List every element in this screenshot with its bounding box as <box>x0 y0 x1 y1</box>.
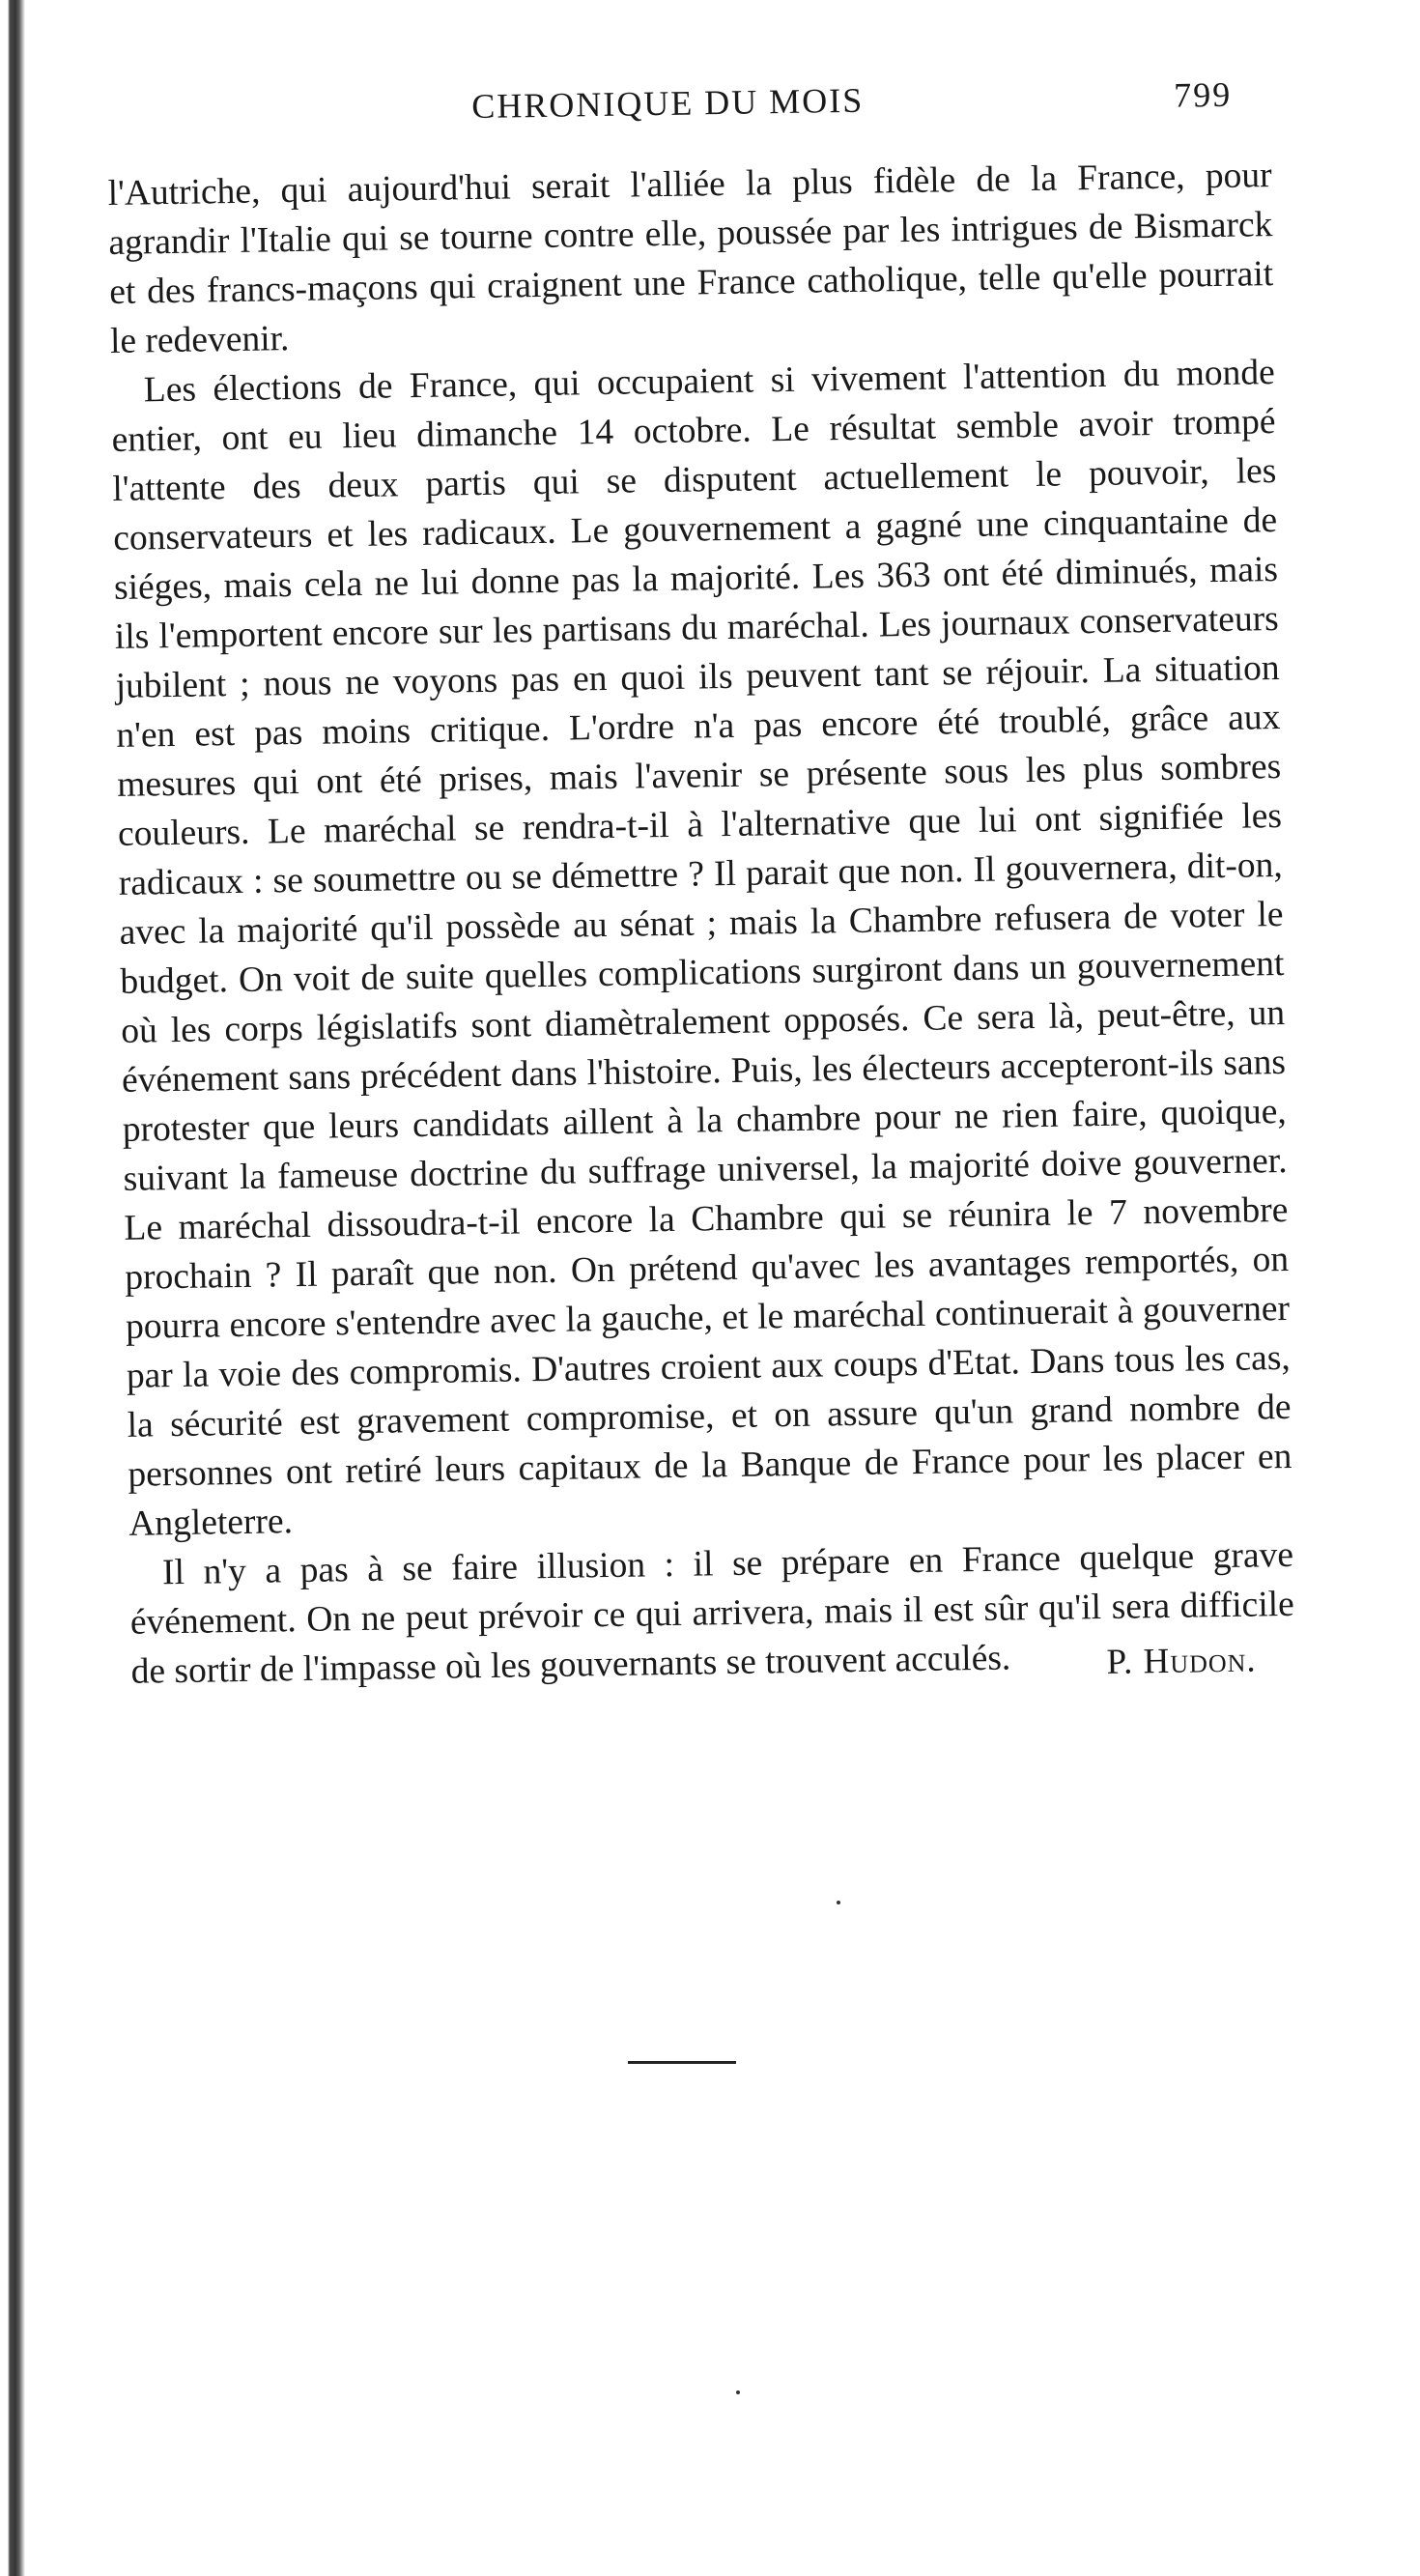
page <box>106 73 1295 1697</box>
running-head <box>106 73 1271 140</box>
print-speck <box>736 2390 740 2394</box>
print-speck <box>837 1901 840 1904</box>
paragraph-2: Les élections de France, qui occupaient si vivement l'attention du monde entier, ont eu lieu dimanche 14 octobre. Le résultat semble avoir trompé l'attente des deux partis qui se disputent actuellement le pouvoir, les conservateurs et les radicaux. Le gouvernement a gagné une cinquantaine de siéges, mais cela ne lui donne pas la majorité. Les 363 ont été diminués, mais ils l'emportent encore sur les partisans du maréchal. Les journaux conservateurs jubilent ; nous ne voyons pas en quoi ils peuvent tant se réjouir. La situation n'en est pas moins critique. L'ordre n'a pas encore été troublé, grâce aux mesures qui ont été prises, mais l'avenir se présente sous les plus sombres couleurs. Le maréchal se rendra-t-il à l'alternative que lui ont signifiée les radicaux : se soumettre ou se démettre ? Il parait que non. Il gouvernera, dit-on, avec la majorité qu'il possède au sénat ; mais la Chambre refusera de voter le budget. On voit de suite quelles complications surgiront dans un gouvernement où les corps législatifs sont diamètralement opposés. Ce sera là, peut-être, un événement sans précédent dans l'histoire. Puis, les électeurs accepteront-ils sans protester que leurs candidats aillent à la chambre pour ne rien faire, quoique, suivant la fameuse doctrine du suffrage universel, la majorité doive gouverner. Le maréchal dissoudra-t-il encore la Chambre qui se réunira le 7 novembre prochain ? Il paraît que non. On prétend qu'avec les avantages remportés, on pourra encore s'entendre avec la gauche, et le maréchal continuerait à gouverner par la voie des compromis. D'autres croient aux coups d'Etat. Dans tous les cas, la sécurité est gravement compromise, et on assure qu'un grand nombre de personnes ont retiré leurs capitaux de la Banque de France pour les placer en Angleterre. <box>111 353 1292 1544</box>
end-rule <box>628 2061 736 2064</box>
article-body <box>107 151 1295 1697</box>
page-number: 799 <box>1173 74 1233 115</box>
paragraph-1: l'Autriche, qui aujourd'hui serait l'alliée la plus fidèle de la France, pour agrandir l'Italie qui se tourne contre elle, poussée par les intrigues de Bismarck et des francs-maçons qui craignent une France catholique, telle qu'elle pourrait le redevenir. <box>107 156 1274 361</box>
binding-edge <box>0 0 33 2576</box>
author-signature: P. Hudon. <box>1106 1640 1257 1682</box>
running-title: CHRONIQUE DU MOIS <box>470 80 865 127</box>
paragraph-3: Il n'y a pas à se faire illusion : il se prépare en France quelque grave événement. On ne peut prévoir ce qui arrivera, mais il est sûr qu'il sera difficile de sortir de l'impasse où les gouvernants se trouvent acculés. <box>129 1534 1295 1692</box>
